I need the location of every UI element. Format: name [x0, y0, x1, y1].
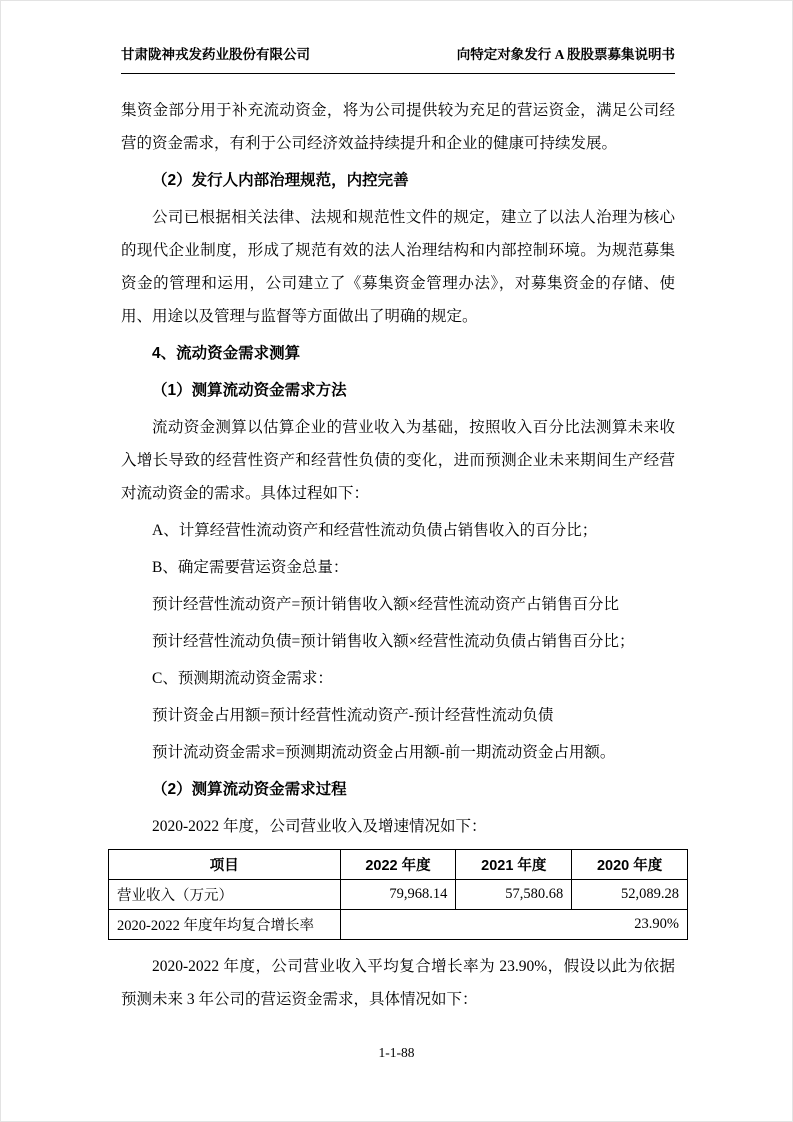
formula-operating-liabilities: 预计经营性流动负债=预计销售收入额×经营性流动负债占销售百分比；: [152, 633, 635, 650]
heading-calc-process: （2）测算流动资金需求过程: [152, 781, 347, 798]
table-header-2022: 2022 年度: [340, 850, 456, 880]
heading-calc-method: （1）测算流动资金需求方法: [152, 382, 347, 399]
page-header: [121, 46, 675, 74]
table-header-row: [109, 850, 688, 880]
list-item-a: A、计算经营性流动资产和经营性流动负债占销售收入的百分比；: [152, 522, 598, 539]
table-header-2020: 2020 年度: [572, 850, 688, 880]
paragraph-governance: 公司已根据相关法律、法规和规范性文件的规定，建立了以法人治理为核心的现代企业制度，形成了规范有效的法人治理结构和内部控制环境。为规范募集资金的管理和运用，公司建立了《募集资金管理办法》，对募集资金的存储、使用、用途以及管理与监督等方面做出了明确的规定。: [121, 209, 675, 325]
cagr-value: 23.90%: [340, 910, 687, 940]
revenue-growth-table: [108, 849, 688, 940]
formula-operating-assets: 预计经营性流动资产=预计销售收入额×经营性流动资产占销售百分比: [152, 596, 619, 613]
heading-internal-governance: （2）发行人内部治理规范，内控完善: [152, 172, 409, 189]
paragraph-fund-usage-continuation: 集资金部分用于补充流动资金，将为公司提供较为充足的营运资金，满足公司经营的资金需求，有利于公司经济效益持续提升和企业的健康可持续发展。: [121, 102, 675, 152]
table-row-revenue: [109, 880, 688, 910]
table-header-2021: 2021 年度: [456, 850, 572, 880]
paragraph-table-intro: 2020-2022 年度，公司营业收入及增速情况如下：: [152, 818, 487, 835]
list-item-c: C、预测期流动资金需求：: [152, 670, 333, 687]
page-footer: [1, 1045, 792, 1061]
page-number: 1-1-88: [378, 1045, 415, 1060]
list-item-b: B、确定需要营运资金总量：: [152, 559, 349, 576]
table-header-item: 项目: [109, 850, 341, 880]
document-body: [117, 94, 679, 1016]
table-row-cagr: [109, 910, 688, 940]
paragraph-method: 流动资金测算以估算企业的营业收入为基础，按照收入百分比法测算未来收入增长导致的经营性资产和经营性负债的变化，进而预测企业未来期间生产经营对流动资金的需求。具体过程如下：: [121, 419, 675, 502]
header-doc-title: 向特定对象发行 A 股股票募集说明书: [456, 47, 675, 62]
header-company-name: 甘肃陇神戎发药业股份有限公司: [121, 47, 310, 62]
formula-capital-occupancy: 预计资金占用额=预计经营性流动资产-预计经营性流动负债: [152, 707, 554, 724]
formula-capital-demand: 预计流动资金需求=预测期流动资金占用额-前一期流动资金占用额。: [152, 744, 616, 761]
heading-working-capital-calc: 4、流动资金需求测算: [152, 345, 301, 362]
revenue-2022-value: 79,968.14: [340, 880, 456, 910]
revenue-row-label: 营业收入（万元）: [109, 880, 341, 910]
paragraph-after-table: 2020-2022 年度，公司营业收入平均复合增长率为 23.90%，假设以此为依据预测未来 3 年公司的营运资金需求，具体情况如下：: [121, 958, 675, 1008]
revenue-2020-value: 52,089.28: [572, 880, 688, 910]
cagr-row-label: 2020-2022 年度年均复合增长率: [109, 910, 341, 940]
revenue-2021-value: 57,580.68: [456, 880, 572, 910]
